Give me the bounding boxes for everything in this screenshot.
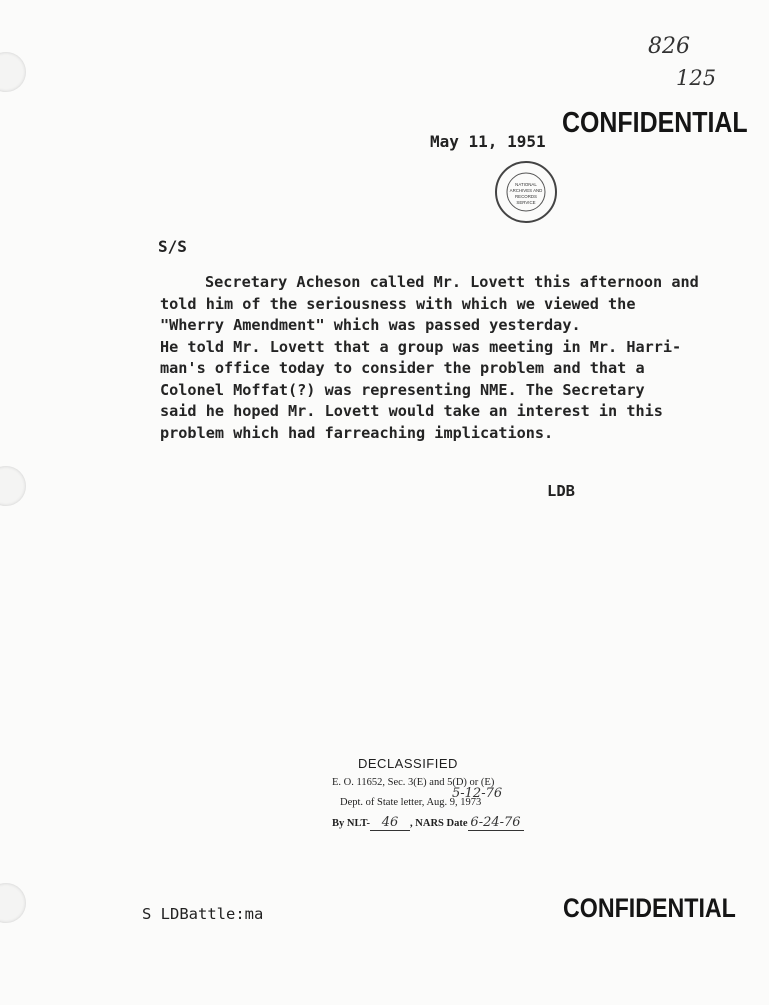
- seal-line-2: ARCHIVES AND: [509, 188, 543, 193]
- body-line: problem which had farreaching implications.: [160, 423, 554, 442]
- body-line: Colonel Moffat(?) was representing NME. The Secretary: [160, 380, 645, 399]
- archives-seal-icon: [494, 160, 558, 224]
- reference-initials: S LDBattle:ma: [142, 905, 264, 923]
- body-line: "Wherry Amendment" which was passed yesterday.: [160, 316, 581, 334]
- declassified-heading: DECLASSIFIED: [358, 756, 458, 771]
- declass-letter: Dept. of State letter, Aug. 9, 1973: [340, 797, 482, 808]
- body-line: said he hoped Mr. Lovett would take an interest in this: [160, 402, 663, 420]
- body-line: Secretary Acheson called Mr. Lovett this afternoon and: [205, 273, 699, 291]
- declass-nars-date: 6-24-76: [468, 815, 524, 831]
- declass-by-label: By NLT-: [332, 818, 371, 829]
- confidential-stamp-bottom: CONFIDENTIAL: [563, 893, 736, 923]
- handwritten-number-top: 826: [648, 34, 690, 59]
- body-line: He told Mr. Lovett that a group was meeting in Mr. Harri-: [160, 337, 682, 356]
- punch-hole-bottom: [0, 883, 26, 923]
- document-date: May 11, 1951: [430, 132, 546, 151]
- addressee: S/S: [158, 237, 187, 256]
- seal-line-4: SERVICE: [516, 200, 536, 205]
- declass-nlt-number: 46: [370, 815, 410, 831]
- declass-by-line: [332, 815, 524, 831]
- declass-handwritten-date: 5-12-76: [452, 786, 503, 801]
- body-line: man's office today to consider the problem and that a: [160, 359, 645, 377]
- seal-line-3: RECORDS: [515, 194, 537, 199]
- author-initials: LDB: [547, 482, 575, 500]
- body-line: told him of the seriousness with which we viewed the: [160, 294, 636, 313]
- punch-hole-middle: [0, 466, 26, 506]
- handwritten-number-second: 125: [676, 66, 717, 90]
- declass-nars-label: , NARS Date: [410, 818, 468, 829]
- memo-body: [160, 272, 699, 444]
- confidential-stamp-top: CONFIDENTIAL: [562, 107, 748, 139]
- declass-authority: E. O. 11652, Sec. 3(E) and 5(D) or (E): [332, 777, 495, 788]
- seal-line-1: NATIONAL: [515, 182, 537, 187]
- punch-hole-top: [0, 52, 26, 92]
